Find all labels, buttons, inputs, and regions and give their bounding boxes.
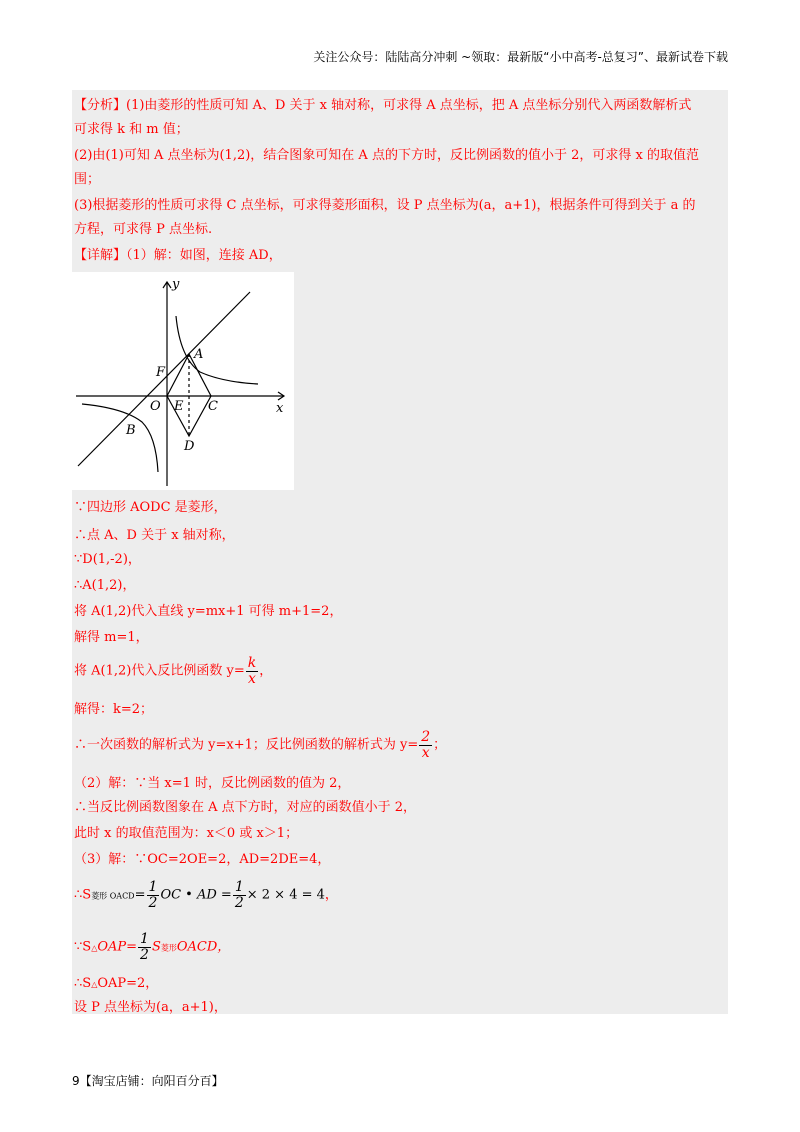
tri-mid: OAP= (97, 939, 138, 955)
step-7-text: 将 A(1,2)代入反比例函数 y= (74, 663, 245, 679)
fraction-half-2 (233, 880, 246, 910)
fraction-denominator: 2 (140, 946, 149, 963)
part3-line-1: （3）解：∵OC=2OE=2，AD=2DE=4， (74, 852, 331, 867)
analysis-tag: 【分析】 (74, 98, 127, 113)
step-9 (74, 730, 446, 760)
fraction-k-over-x (246, 656, 258, 686)
label-B: B (126, 423, 136, 438)
fraction-numerator: 1 (140, 931, 149, 947)
label-y: y (172, 277, 180, 292)
step-8: 解得：k=2； (74, 702, 154, 717)
fraction-denominator: 2 (234, 894, 244, 911)
detail-tag: 【详解】 (74, 248, 127, 263)
fraction-denominator: x (246, 671, 258, 687)
detail-intro-text: （1）解：如图，连接 AD， (126, 248, 282, 263)
label-E: E (174, 399, 184, 414)
area-tail: × 2 × 4 = 4 (246, 887, 325, 903)
graph-svg (72, 272, 294, 490)
s-label: ∴S (74, 976, 92, 991)
fraction-half-1 (147, 880, 160, 910)
part3-area-formula (74, 880, 338, 910)
page-header: 关注公众号：陆陆高分冲刺 ~领取：最新版“小中高考-总复习”、最新试卷下载 (313, 50, 728, 64)
part2-line-3: 此时 x 的取值范围为：x＜0 或 x＞1； (74, 826, 299, 841)
area-end: ， (324, 887, 338, 903)
label-x: x (276, 401, 284, 416)
fraction-2-over-x (419, 730, 432, 760)
fraction-numerator: k (247, 655, 257, 671)
analysis-line-1 (74, 96, 691, 116)
area-subscript: 菱形 OACD (91, 891, 135, 901)
label-O: O (150, 399, 161, 414)
hyperbola-branch-2 (82, 404, 158, 472)
analysis-line-4: 围； (74, 172, 101, 187)
step-5: 将 A(1,2)代入直线 y=mx+1 可得 m+1=2， (74, 604, 343, 619)
step-2: ∴点 A、D 关于 x 轴对称， (74, 528, 235, 543)
area-s: ∴S (74, 887, 92, 903)
fraction-numerator: 1 (148, 879, 158, 895)
s-tail: OAP=2， (97, 976, 159, 991)
page-footer: 9【淘宝店铺：向阳百分百】 (72, 1074, 224, 1088)
area-mid: OC • AD = (160, 887, 232, 903)
step-7-end: ， (259, 663, 273, 679)
step-1: ∵四边形 AODC 是菱形， (74, 500, 227, 515)
part3-line-5: 设 P 点坐标为(a，a+1)， (74, 1000, 227, 1015)
analysis-text-1: (1)由菱形的性质可知 A、D 关于 x 轴对称，可求得 A 点坐标，把 A 点坐标分别代入两函数解析式 (126, 98, 692, 113)
label-D: D (184, 439, 195, 454)
tri-s2: S (151, 939, 161, 955)
step-7 (74, 656, 272, 686)
analysis-line-2: 可求得 k 和 m 值； (74, 122, 189, 137)
detail-intro (74, 246, 282, 266)
fraction-numerator: 2 (421, 729, 431, 745)
analysis-line-6: 方程，可求得 P 点坐标. (74, 222, 213, 237)
tri-tail: OACD， (176, 939, 231, 955)
part2-line-2: ∴当反比例函数图象在 A 点下方时，对应的函数值小于 2， (74, 800, 417, 815)
tri-s: ∵S (74, 939, 92, 955)
part3-line-4 (74, 974, 158, 995)
fraction-denominator: x (419, 745, 432, 761)
step-4: ∴A(1,2)， (74, 578, 136, 593)
tri-subscript: △ (91, 943, 98, 953)
area-eq: = (134, 887, 146, 903)
analysis-line-3: (2)由(1)可知 A 点坐标为(1,2)，结合图象可知在 A 点的下方时，反比例函数的值小于 2，可求得 x 的取值范 (74, 148, 699, 163)
fraction-denominator: 2 (148, 894, 158, 911)
label-F: F (156, 365, 166, 380)
analysis-line-5: (3)根据菱形的性质可求得 C 点坐标，可求得菱形面积，设 P 点坐标为(a，a+1)，根据条件可得到关于 a 的 (74, 198, 696, 213)
part3-triangle-relation (74, 932, 230, 962)
fraction-numerator: 1 (234, 879, 244, 895)
step-9-text: ∴一次函数的解析式为 y=x+1；反比例函数的解析式为 y= (74, 737, 419, 753)
part2-line-1: （2）解：∵当 x=1 时，反比例函数的值为 2， (74, 776, 351, 791)
label-C: C (208, 399, 218, 414)
label-A: A (194, 347, 204, 362)
fraction-half-3 (138, 932, 151, 962)
step-3: ∵D(1,-2)， (74, 552, 141, 567)
s-subscript: △ (91, 980, 98, 989)
step-6: 解得 m=1， (74, 630, 149, 645)
tri-subscript-2: 菱形 (160, 943, 177, 953)
step-9-end: ； (433, 737, 447, 753)
coordinate-figure (72, 272, 294, 490)
